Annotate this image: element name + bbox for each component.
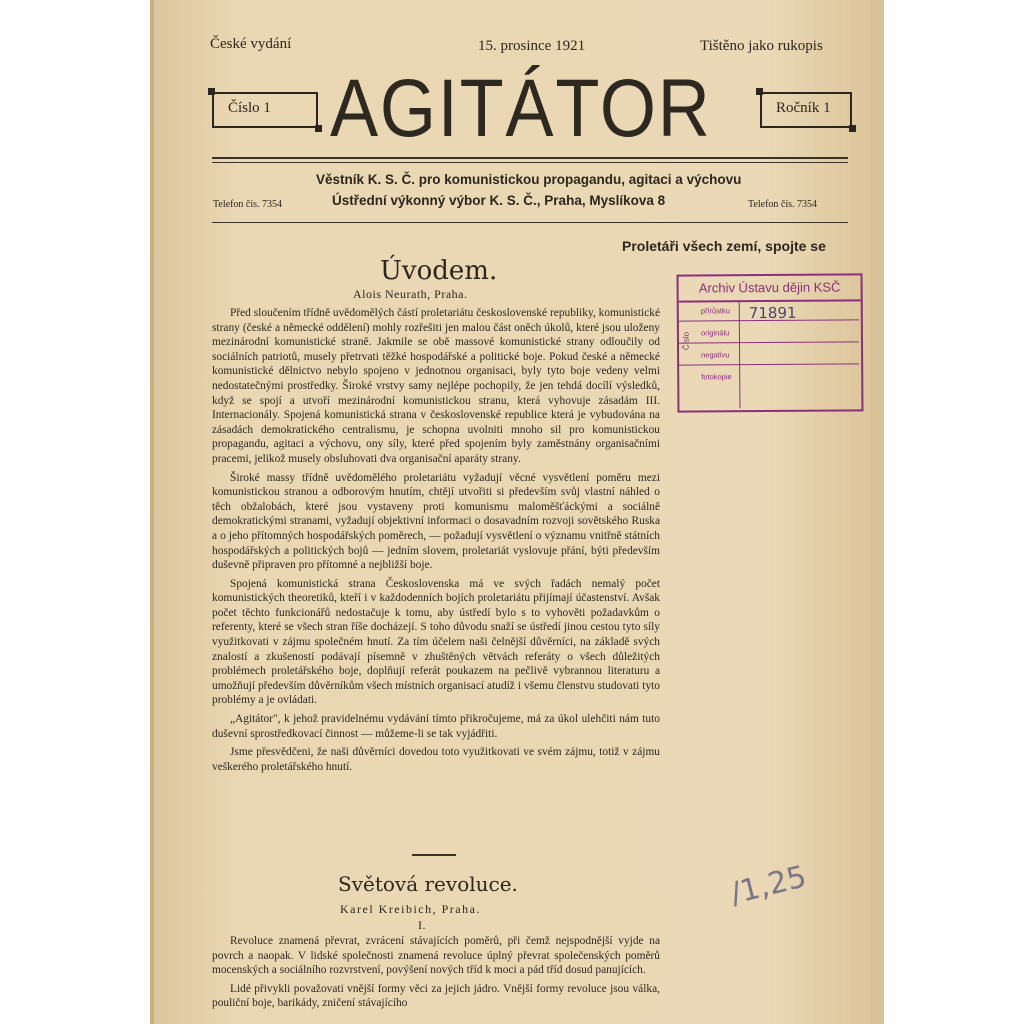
article2-body — [212, 934, 660, 1011]
address: Ústřední výkonný výbor K. S. Č., Praha, Myslíkova 8 — [332, 193, 666, 208]
article1-paragraph: Před sloučením třídně uvědomělých částí proletariátu československé republiky, komunistické strany (české a německé oddělení) mohly rozřešiti jen malou část oněch úkolů, které jsou uloženy mezinárodní komunistické straně. Jakmile se obě massové komunistické strany odloučily od sociálních patriotů, musely přetrvati těžké hospodářské a politické boje. Pokud české a německé komunistické dělnictvo nebylo spojeno v jednotnou organisaci, byly tyto boje vedeny velmi nedostatečnými prostředky. Široké vrstvy samy nejlépe pochopily, že jen tehdá docílí výsledků, když se spojí a utvoří mezinárodní komunistickou stranu, která vyhovuje zásadám III. Internacionály. Spojená komunistická strana v československé republice která je vybudována na zásadách demokratického centralismu, je schopna uvolniti mnoho sil pro komunistickou propagandu, agitaci a výchovu, ony síly, které před spojením byly zaměstnány organisačními pracemi, jelikož musely obsluhovati dva organisační aparáty strany. — [212, 307, 660, 465]
stamp-row: originálu — [679, 321, 859, 343]
stamp-title: Archiv Ústavu dějin KSČ — [679, 275, 861, 302]
issue-number: Číslo 1 — [228, 100, 271, 116]
article1-title: Úvodem. — [380, 256, 498, 286]
phone-left: Telefon čís. 7354 — [213, 199, 283, 210]
page-edge — [150, 0, 154, 1024]
printed-note: Tištěno jako rukopis — [700, 38, 823, 54]
handwritten-archive-number: 71891 — [748, 303, 797, 323]
article1-body — [212, 306, 660, 774]
stamp-row: přírůstku — [679, 299, 859, 321]
article2-paragraph: Lidé přivykli považovati vnější formy věci za jejich jádro. Vnější formy revoluce jsou válka, pouliční boje, barikády, zničení stávajícího — [212, 982, 660, 1010]
masthead-rule — [212, 157, 848, 159]
archive-stamp — [677, 273, 864, 412]
page-edge-right — [870, 0, 884, 1024]
issue-date: 15. prosince 1921 — [478, 38, 586, 54]
stamp-row: negativu — [679, 343, 859, 365]
article2-author: Karel Kreibich, Praha. — [340, 902, 481, 916]
article2-paragraph: Revoluce znamená převrat, zvrácení stávajících poměrů, při čemž nejspodnější vyjde na povrch a naopak. V lidské společnosti znamená revoluce úplný převrat společenských poměrů mocenských a sociálního rozvrstvení, povýšení nových tříd k moci a pád tříd dosud panujících. — [212, 935, 660, 977]
article-separator — [412, 854, 456, 856]
stamp-side-label: Číslo — [681, 331, 691, 351]
edition-label: České vydání — [210, 36, 292, 52]
volume-box — [760, 92, 852, 128]
header-bottom-rule — [212, 222, 848, 223]
handwritten-note: /1,25 — [726, 859, 810, 912]
issue-number-box — [212, 92, 318, 128]
subtitle: Věstník K. S. Č. pro komunistickou propagandu, agitaci a výchovu — [316, 172, 742, 187]
newspaper-title: AGITÁTOR — [330, 63, 712, 154]
article1-paragraph: Jsme přesvědčeni, že naši důvěrníci dovedou toto využitkovati ve svém zájmu, totiž v zájmu veškerého proletářského hnutí. — [212, 746, 660, 773]
stamp-row: fotokopie — [701, 372, 732, 382]
article1-paragraph: Spojená komunistická strana Československa má ve svých řadách nemalý počet komunistických theoretiků, kteří i v každodenních bojích proletariátu přijímají účastenství. Avšak počet těchto funkcionářů nedostačuje k tomu, aby ústředí bylo s to vyhověti požadavkům o referenty, které se všech stran říše docházejí. S toho důvodu snaží se ústředí jinou cestou tyto síly využitkovati v zájmu společném hnutí. Za tím účelem naši čelnější důvěrníci, na základě svých znalostí a zkušeností podávají písemně v zhuštěných větvách referáty o všech důležitých problémech proletářského boje, doplňují referát poukazem na pečlivě vybrannou literaturu a umožňují především důvěrníkům všech místních organisací atudíž i všemu členstvu studovati tyto problémy a je ovládati. — [212, 577, 660, 707]
phone-right: Telefon čís. 7354 — [748, 199, 818, 210]
article2-section: I. — [418, 918, 426, 932]
motto: Proletáři všech zemí, spojte se — [622, 238, 826, 254]
masthead-rule-thin — [212, 162, 848, 163]
article2-title: Světová revoluce. — [338, 872, 518, 896]
article1-paragraph: Široké massy třídně uvědomělého proletariátu vyžadují věcné vysvětlení poměru mezi komunistickou stranou a odborovým hnutím, chtějí utvořiti si především svůj vlastní náhled o těch obžalobách, které jsou vystaveny proti komunismu maloměšťáckými a sociálně demokratickými stranami, vyžadují objektivní informaci o dosavadním rozvoji sovětského Ruska a o jeho přítomných hospodářských poměrech, — požadují vysvětlení o významu vnitřně státních hospodářských a politických bojů — jedním slovem, proletariát vyslovuje přání, býti především duševně připraven pro přítomné a nejbližší boje. — [212, 471, 660, 572]
article1-paragraph: „Agitátor", k jehož pravidelnému vydávání tímto přikročujeme, má za úkol ulehčiti nám tuto duševní sprostředkovací činnost — můžeme-li se tak vyjádřiti. — [212, 713, 660, 740]
article1-author: Alois Neurath, Praha. — [353, 287, 468, 301]
volume-number: Ročník 1 — [776, 100, 831, 116]
